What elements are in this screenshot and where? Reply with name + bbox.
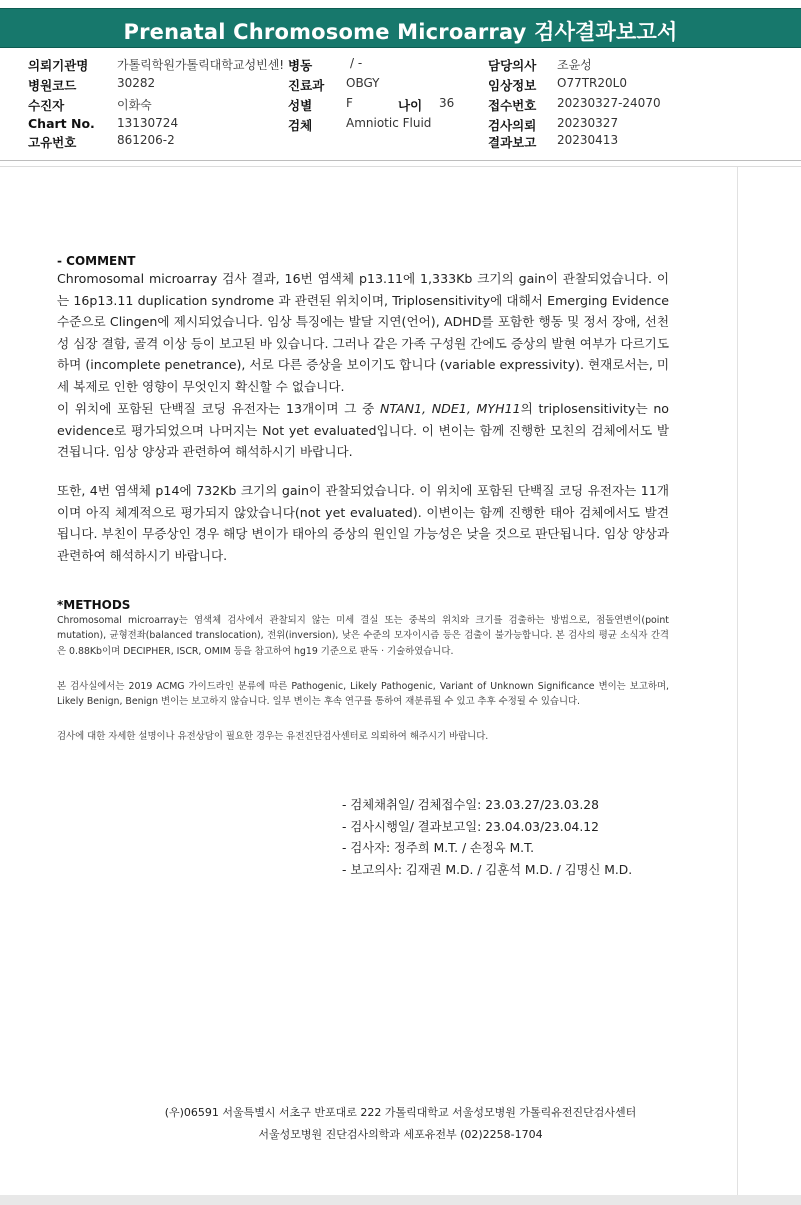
ward-value: / - bbox=[350, 56, 363, 70]
comment-heading: - COMMENT bbox=[57, 254, 136, 268]
methods-paragraph-3: 검사에 대한 자세한 설명이나 유전상담이 필요한 경우는 유전진단검사센터로 의뢰하여 해주시기 바랍니다. bbox=[57, 731, 489, 742]
patient-name-value: 이화숙 bbox=[117, 98, 152, 112]
methods-paragraph-2: 본 검사실에서는 2019 ACMG 가이드라인 분류에 따른 Pathogenic, Likely Pathogenic, Variant of Unknown Significance 변이는 보고하며, Likely Benign, Benign 변이는 보고하지 않습니다. 일부 변이는 후속 연구를 통하여 재분류될 수 있고 추후 수정될 수 있습니다. bbox=[57, 681, 669, 708]
clinical-info-value: O77TR20L0 bbox=[557, 76, 627, 90]
comment-genes-outro: 의 triplosensitivity는 no evidence로 평가되었으며 나머지는 Not yet evaluated입니다. 이 변이는 함께 진행한 모친의 검체에서도 발견됩니다. 임상 양상과 관련하여 해석하시기 바랍니다. bbox=[57, 401, 670, 459]
attending-physician-value: 조윤성 bbox=[557, 58, 592, 72]
request-date-value: 20230327 bbox=[557, 116, 619, 130]
header-divider bbox=[0, 160, 801, 161]
specimen-value: Amniotic Fluid bbox=[346, 116, 432, 130]
receipt-no-value: 20230327-24070 bbox=[557, 96, 661, 110]
comment-paragraph-2: 또한, 4번 염색체 p14에 732Kb 크기의 gain이 관찰되었습니다. 이 위치에 포함된 단백질 코딩 유전자는 11개이며 아직 체계적으로 평가되지 않았습니다(not yet evaluated). 이변이는 함께 진행한 태아 검체에서도 발견됩니다. 부친이 무증상인 경우 해당 변이가 태아의 증상의 원인일 가능성은 낮을 것으로 판단됩니다. 임상 양상과 관련하여 해석하시기 바랍니다. bbox=[57, 483, 669, 563]
hospital-code-label: 병원코드 bbox=[28, 78, 77, 93]
technologists: - 검사자: 정주희 M.T. / 손정옥 M.T. bbox=[342, 841, 535, 855]
comment-gene-list: NTAN1, NDE1, MYH11 bbox=[380, 401, 521, 416]
collection-receipt-dates: - 검체채취일/ 검체접수일: 23.03.27/23.03.28 bbox=[342, 798, 599, 812]
chart-no-label: Chart No. bbox=[28, 116, 95, 131]
report-title-banner bbox=[0, 8, 801, 48]
requesting-institution-value: 가톨릭학원가톨릭대학교성빈센! bbox=[117, 58, 285, 72]
comment-paragraph-1: Chromosomal microarray 검사 결과, 16번 염색체 p13.11에 1,333Kb 크기의 gain이 관찰되었습니다. 이는 16p13.11 duplication syndrome 과 관련된 위치이며, Triplosensitivity에 대해서 Emerging Evidence 수준으로 Clingen에 제시되었습니다. 임상 특징에는 발달 지연(언어), ADHD를 포함한 행동 및 정서 장애, 선천성 심장 결함, 골격 이상 등이 보고된 바 있습니다. 그러나 같은 가족 구성원 간에도 증상의 발현 여부가 다르기도 하며 (incomplete penetrance), 서로 다른 증상을 보이기도 합니다 (variable expressivity). 현재로서는, 미세 복제로 인한 영향이 무엇인지 확신할 수 없습니다. bbox=[57, 271, 669, 394]
report-date-label: 결과보고 bbox=[488, 135, 537, 150]
reporting-physicians: - 보고의사: 김재권 M.D. / 김훈석 M.D. / 김명신 M.D. bbox=[342, 863, 633, 877]
receipt-no-label: 접수번호 bbox=[488, 98, 537, 113]
comment-paragraph-1b bbox=[57, 398, 669, 463]
unique-id-value: 861206-2 bbox=[117, 133, 175, 147]
age-label: 나이 bbox=[398, 98, 423, 113]
hospital-code-value: 30282 bbox=[117, 76, 156, 90]
department-label: 진료과 bbox=[288, 78, 325, 93]
methods-heading: *METHODS bbox=[57, 598, 131, 612]
methods-paragraph-1: Chromosomal microarray는 염색체 검사에서 관찰되지 않는 미세 결실 또는 중복의 위치와 크기를 검출하는 방법으로, 점돌연변이(point mutation), 균형전좌(balanced translocation), 전위(inversion), 낮은 수준의 모자이시즘 등은 검출이 불가능합니다. 본 검사의 평균 소식자 간격은 0.88Kb이며 DECIPHER, ISCR, OMIM 등을 참고하여 hg19 기준으로 판독 · 기술하였습니다. bbox=[57, 615, 669, 657]
ward-label: 병동 bbox=[288, 58, 313, 73]
report-title: Prenatal Chromosome Microarray 검사결과보고서 bbox=[123, 20, 678, 44]
footer-department-phone: 서울성모병원 진단검사의학과 세포유전부 (02)2258-1704 bbox=[258, 1128, 543, 1141]
patient-name-label: 수진자 bbox=[28, 98, 65, 113]
footer-address: (우)06591 서울특별시 서초구 반포대로 222 가톨릭대학교 서울성모병원 가톨릭유전진단검사센터 bbox=[164, 1106, 637, 1119]
sex-label: 성별 bbox=[288, 98, 313, 113]
age-value: 36 bbox=[439, 96, 455, 110]
specimen-label: 검체 bbox=[288, 118, 313, 133]
clinical-info-label: 임상정보 bbox=[488, 78, 537, 93]
chart-no-value: 13130724 bbox=[117, 116, 179, 130]
requesting-institution-label: 의뢰기관명 bbox=[28, 58, 89, 73]
page-bottom-edge bbox=[0, 1195, 801, 1205]
test-report-dates: - 검사시행일/ 결과보고일: 23.04.03/23.04.12 bbox=[342, 820, 599, 834]
sex-value: F bbox=[346, 96, 353, 110]
department-value: OBGY bbox=[346, 76, 380, 90]
report-date-value: 20230413 bbox=[557, 133, 619, 147]
header-divider-secondary bbox=[0, 166, 801, 167]
comment-genes-intro: 이 위치에 포함된 단백질 코딩 유전자는 13개이며 그 중 bbox=[57, 401, 380, 416]
unique-id-label: 고유번호 bbox=[28, 135, 77, 150]
attending-physician-label: 담당의사 bbox=[488, 58, 537, 73]
page-right-edge bbox=[737, 167, 738, 1197]
request-date-label: 검사의뢰 bbox=[488, 118, 537, 133]
